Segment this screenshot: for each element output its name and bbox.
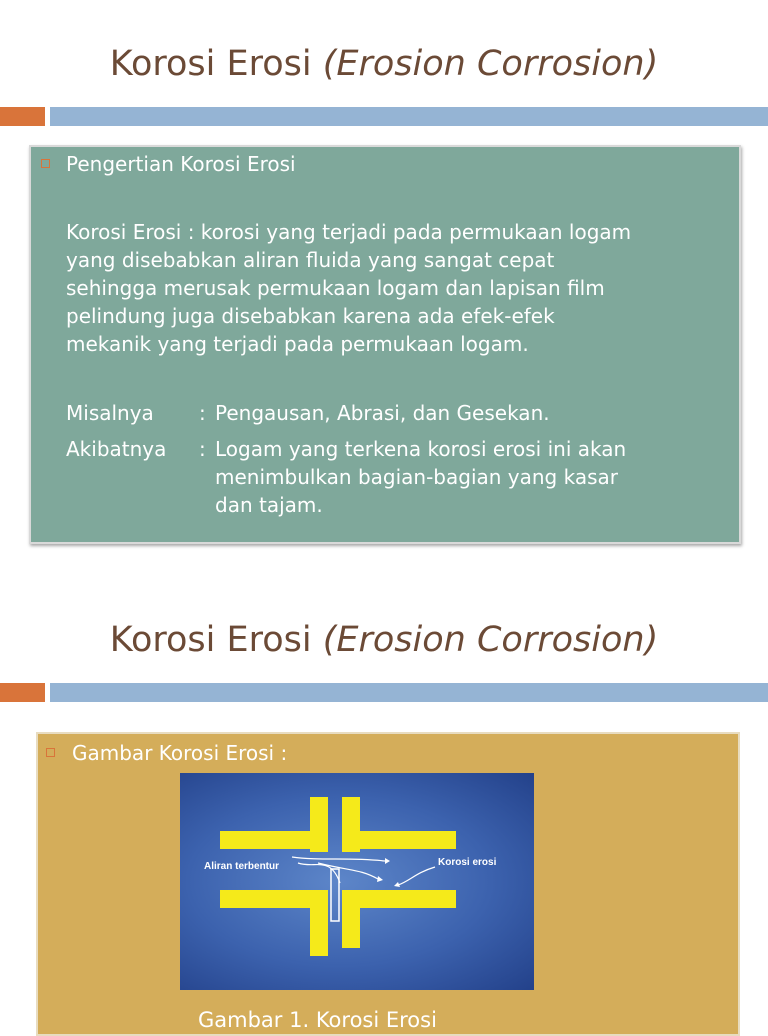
flow-arrow [398,867,435,885]
accent-bar-orange [0,107,45,126]
effect-label: Akibatnya [66,437,167,461]
flow-arrow [318,863,378,879]
example-value: Pengausan, Abrasi, dan Gesekan. [215,401,550,425]
pipe-wall [310,890,328,956]
example-label: Misalnya [66,401,154,425]
pipe-wall [220,831,328,849]
title-main: Korosi Erosi [109,620,312,660]
slide-1-title [0,44,768,84]
effect-line: Logam yang terkena korosi erosi ini akan [215,437,627,461]
definition-line: sehingga merusak permukaan logam dan lapisan film [66,276,605,300]
accent-bar-blue [50,107,768,126]
accent-bar-orange [0,683,45,702]
effect-line: dan tajam. [215,493,323,517]
diagram-label-flow: Aliran terbentur [204,861,280,872]
effect-separator: : [199,437,206,461]
content-panel [29,145,741,544]
bullet-square-icon [46,748,55,757]
bullet-square-icon [41,159,50,168]
definition-line: Korosi Erosi : korosi yang terjadi pada permukaan logam [66,220,632,244]
title-italic: (Erosion Corrosion) [322,620,659,660]
flow-arrow [292,857,385,861]
erosion-diagram-image [180,773,534,990]
figure-caption: Gambar 1. Korosi Erosi [198,1008,437,1032]
definition-line: mekanik yang terjadi pada permukaan logam. [66,332,529,356]
pipe-diagram [180,773,534,990]
arrow-head [377,876,383,882]
title-italic: (Erosion Corrosion) [322,44,659,84]
arrow-head [385,858,390,864]
diagram-label-corrosion: Korosi erosi [438,857,497,868]
bullet-heading: Pengertian Korosi Erosi [66,152,296,176]
definition-line: pelindung juga disebabkan karena ada efek-efek [66,304,555,328]
effect-line: menimbulkan bagian-bagian yang kasar [215,465,618,489]
pipe-wall [342,890,360,948]
pipe-wall [342,831,456,849]
accent-bar-blue [50,683,768,702]
slide-2 [0,576,768,1032]
slide-2-title [0,620,768,660]
title-main: Korosi Erosi [109,44,312,84]
example-separator: : [199,401,206,425]
bullet-heading: Gambar Korosi Erosi : [72,741,288,765]
definition-line: yang disebabkan aliran fluida yang sangat cepat [66,248,555,272]
